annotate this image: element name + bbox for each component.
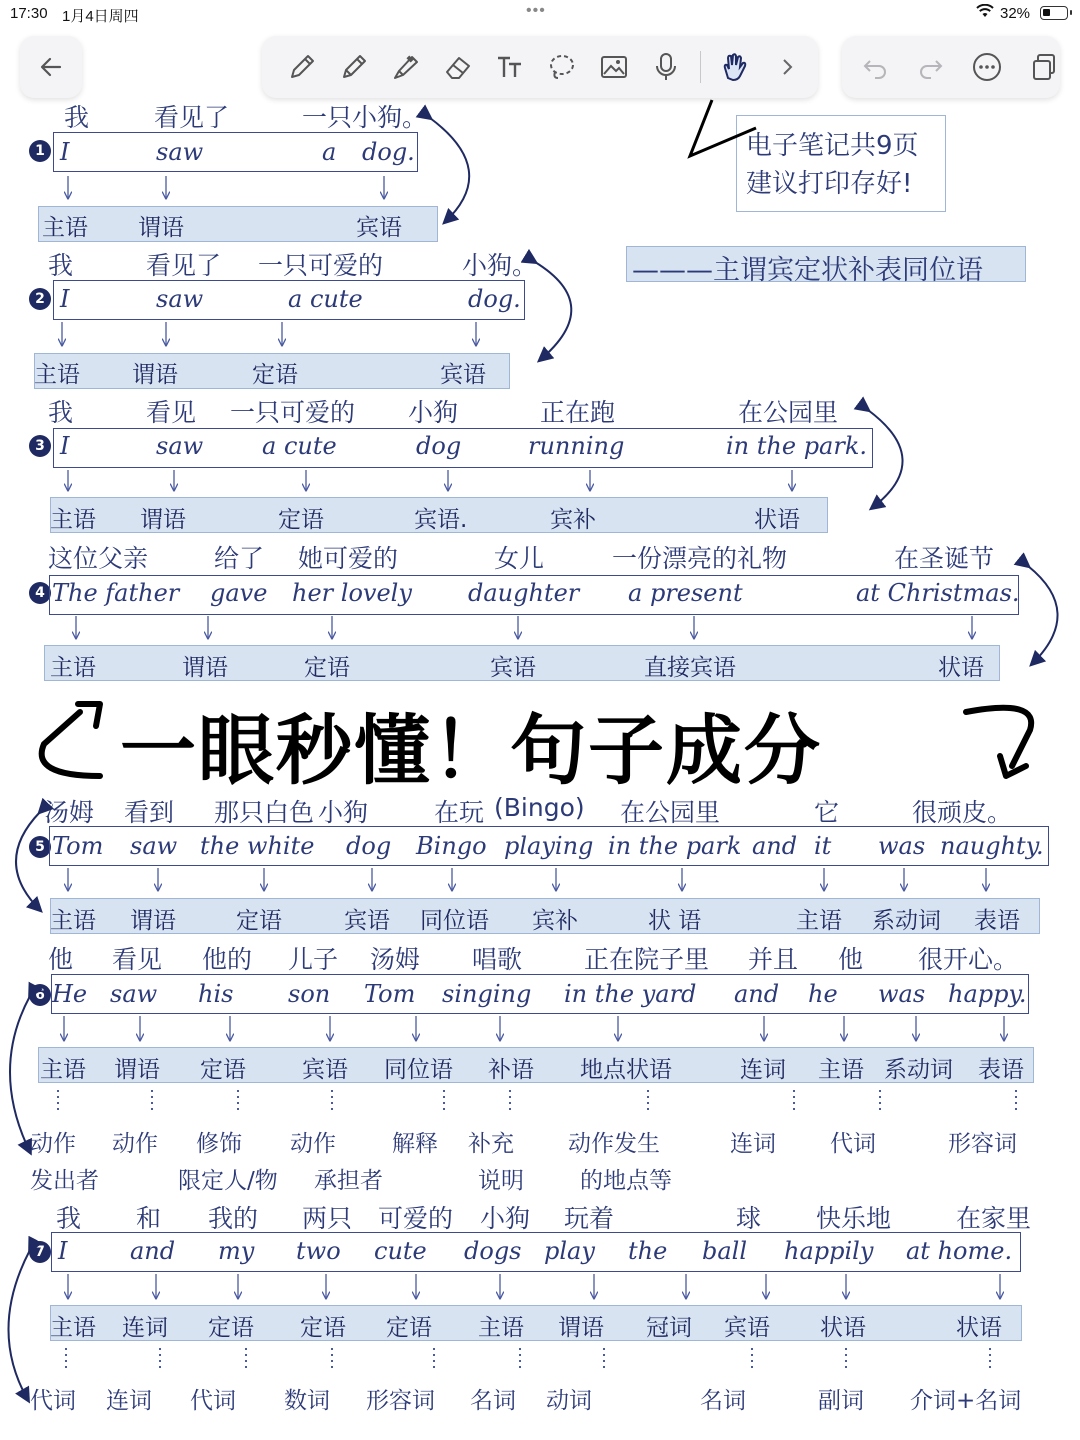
s7-cn-2: 和	[136, 1204, 162, 1233]
s2-en-4: dog.	[468, 285, 521, 313]
s3-gram-4: 宾语.	[414, 507, 468, 533]
s6-note2-1: 发出者	[30, 1168, 99, 1194]
s5-en-8: and	[752, 832, 798, 860]
s7-cn-6: 小狗	[480, 1204, 531, 1233]
s2-cn-1: 我	[48, 251, 74, 280]
s5-en-10: was	[878, 832, 926, 860]
s6-en-4: son	[288, 980, 331, 1008]
s3-gram-3: 定语	[278, 507, 324, 533]
s5-gram-4: 宾语	[344, 908, 390, 934]
status-date: 1月4日周四	[62, 8, 139, 25]
s2-gram-1: 主语	[34, 362, 80, 388]
s6-cn-5: 汤姆	[370, 945, 421, 974]
s3-cn-1: 我	[48, 398, 74, 427]
s7-gram-4: 定语	[300, 1315, 346, 1341]
s7-pos-7: 动词	[546, 1388, 592, 1414]
s4-number-badge: 4	[29, 582, 51, 604]
s7-pos-6: 名词	[470, 1388, 516, 1414]
s6-gram-1: 主语	[40, 1057, 86, 1083]
s4-gram-3: 定语	[304, 655, 350, 681]
s1-cn-3: 一只小狗。	[302, 103, 428, 132]
s6-gram-4: 宾语	[302, 1057, 348, 1083]
s6-note-6: 补充	[468, 1131, 514, 1157]
s7-cn-1: 我	[56, 1204, 82, 1233]
s7-pos-4: 数词	[284, 1388, 330, 1414]
s5-cn-9: 很顽皮。	[912, 798, 1013, 827]
s7-en-11: at home.	[906, 1237, 1013, 1265]
s6-cn-4: 儿子	[288, 945, 339, 974]
s6-en-11: happy.	[948, 980, 1027, 1008]
s6-gram-9: 主语	[818, 1057, 864, 1083]
s6-en-1: He	[52, 980, 88, 1008]
s5-cn-1: 汤姆	[44, 798, 95, 827]
s6-note2-2: 限定人/物	[178, 1168, 278, 1194]
s7-gram-10: 状语	[820, 1315, 866, 1341]
s7-en-9: ball	[702, 1237, 748, 1265]
s4-en-6: at Christmas.	[856, 579, 1020, 607]
s7-en-3: my	[218, 1237, 255, 1265]
s5-gram-8: 主语	[796, 908, 842, 934]
s7-pos-8: 名词	[700, 1388, 746, 1414]
s6-en-6: singing	[442, 980, 532, 1008]
s3-en-4: dog	[416, 432, 462, 460]
reminder-line-1: 电子笔记共9页	[746, 131, 919, 161]
s2-gram-4: 宾语	[440, 362, 486, 388]
s6-cn-6: 唱歌	[472, 945, 523, 974]
s7-gram-3: 定语	[208, 1315, 254, 1341]
s7-gram-6: 主语	[478, 1315, 524, 1341]
s6-note-2: 动作	[112, 1131, 158, 1157]
s5-gram-7: 状 语	[648, 908, 702, 934]
s6-gram-6: 补语	[488, 1057, 534, 1083]
s5-gram-10: 表语	[974, 908, 1020, 934]
s3-number-badge: 3	[29, 435, 51, 457]
s3-en-5: running	[528, 432, 625, 460]
s5-gram-9: 系动词	[872, 908, 941, 934]
s6-cn-3: 他的	[202, 945, 253, 974]
s4-cn-2: 给了	[214, 544, 265, 573]
s6-gram-11: 表语	[978, 1057, 1024, 1083]
s1-en-2: saw	[156, 138, 204, 166]
s6-note-7: 动作发生	[568, 1131, 660, 1157]
s3-cn-6: 在公园里	[738, 398, 839, 427]
legend-text: ———主谓宾定状补表同位语	[632, 255, 983, 286]
s6-number-badge: 6	[29, 984, 51, 1006]
s4-en-2: gave	[210, 579, 268, 607]
s4-cn-1: 这位父亲	[48, 544, 149, 573]
s7-gram-11: 状语	[956, 1315, 1002, 1341]
s5-gram-3: 定语	[236, 908, 282, 934]
s6-cn-8: 并且	[748, 945, 799, 974]
s6-gram-5: 同位语	[384, 1057, 453, 1083]
s3-en-1: I	[60, 432, 70, 460]
battery-percent: 32%	[1000, 5, 1031, 22]
s6-en-2: saw	[110, 980, 158, 1008]
s3-cn-2: 看见	[146, 398, 197, 427]
s7-cn-9: 快乐地	[816, 1204, 892, 1233]
s4-cn-3: 她可爱的	[298, 544, 399, 573]
s4-gram-1: 主语	[50, 655, 96, 681]
page-title: 一眼秒懂！句子成分	[120, 706, 822, 795]
s6-note-3: 修饰	[196, 1131, 242, 1157]
s5-cn-8: 它	[814, 798, 840, 827]
s5-en-7: in the park	[608, 832, 742, 860]
s6-cn-7: 正在院子里	[584, 945, 710, 974]
s3-gram-2: 谓语	[140, 507, 186, 533]
s6-note-9: 代词	[830, 1131, 876, 1157]
s7-en-2: and	[130, 1237, 176, 1265]
s2-cn-4: 小狗。	[462, 251, 538, 280]
s3-gram-6: 状语	[754, 507, 800, 533]
s6-en-9: he	[808, 980, 838, 1008]
s2-en-2: saw	[156, 285, 204, 313]
s3-en-3: a cute	[262, 432, 337, 460]
s4-gram-2: 谓语	[182, 655, 228, 681]
s7-en-4: two	[296, 1237, 341, 1265]
s4-gram-6: 状语	[938, 655, 984, 681]
s1-en-1: I	[60, 138, 70, 166]
s7-en-5: cute	[374, 1237, 427, 1265]
s3-cn-4: 小狗	[408, 398, 459, 427]
s6-gram-10: 系动词	[884, 1057, 953, 1083]
s6-gram-2: 谓语	[114, 1057, 160, 1083]
s1-en-4: dog.	[362, 138, 415, 166]
s6-note2-3: 承担者	[314, 1168, 383, 1194]
s6-note-8: 连词	[730, 1131, 776, 1157]
s4-gram-5: 直接宾语	[644, 655, 736, 681]
s4-en-3: her lovely	[292, 579, 412, 607]
s7-number-badge: 7	[29, 1241, 51, 1263]
s4-en-1: The father	[52, 579, 180, 607]
s1-gram-1: 主语	[42, 215, 88, 241]
s6-note-1: 动作	[30, 1131, 76, 1157]
s6-cn-1: 他	[48, 945, 74, 974]
s5-en-1: Tom	[52, 832, 104, 860]
s6-cn-2: 看见	[112, 945, 163, 974]
s5-cn-7: 在公园里	[620, 798, 721, 827]
s2-gram-2: 谓语	[132, 362, 178, 388]
s6-note-10: 形容词	[948, 1131, 1017, 1157]
s4-gram-4: 宾语	[490, 655, 536, 681]
s5-gram-5: 同位语	[420, 908, 489, 934]
s6-gram-8: 连词	[740, 1057, 786, 1083]
s4-cn-6: 在圣诞节	[894, 544, 995, 573]
s3-gram-5: 宾补	[550, 507, 596, 533]
s5-cn-4: 小狗	[318, 798, 369, 827]
s7-pos-10: 介词+名词	[910, 1388, 1022, 1414]
s7-pos-1: 代词	[30, 1388, 76, 1414]
s7-cn-4: 两只	[302, 1204, 353, 1233]
s1-cn-2: 看见了	[154, 103, 230, 132]
s5-cn-3: 那只白色	[214, 798, 315, 827]
multitasking-dots-icon[interactable]: •••	[526, 2, 546, 19]
s7-gram-8: 冠词	[646, 1315, 692, 1341]
s3-gram-1: 主语	[50, 507, 96, 533]
s5-en-5: Bingo	[416, 832, 487, 860]
s5-number-badge: 5	[29, 836, 51, 858]
s6-note-5: 解释	[392, 1131, 438, 1157]
s2-gram-3: 定语	[252, 362, 298, 388]
s3-cn-5: 正在跑	[540, 398, 616, 427]
s5-cn-6: (Bingo)	[494, 793, 585, 822]
s6-en-5: Tom	[364, 980, 416, 1008]
s7-gram-5: 定语	[386, 1315, 432, 1341]
s7-en-10: happily	[784, 1237, 874, 1265]
s2-cn-3: 一只可爱的	[258, 251, 384, 280]
s1-gram-3: 宾语	[356, 215, 402, 241]
s2-number-badge: 2	[29, 288, 51, 310]
s7-gram-7: 谓语	[558, 1315, 604, 1341]
s5-cn-2: 看到	[124, 798, 175, 827]
s3-cn-3: 一只可爱的	[230, 398, 356, 427]
s5-gram-2: 谓语	[130, 908, 176, 934]
s4-en-5: a present	[628, 579, 743, 607]
s6-note2-5: 的地点等	[580, 1168, 672, 1194]
s4-cn-5: 一份漂亮的礼物	[612, 544, 788, 573]
s5-gram-6: 宾补	[532, 908, 578, 934]
s5-en-3: the white	[200, 832, 315, 860]
s7-en-1: I	[58, 1237, 68, 1265]
s7-pos-9: 副词	[818, 1388, 864, 1414]
s5-en-4: dog	[346, 832, 392, 860]
s6-en-10: was	[878, 980, 926, 1008]
s6-en-3: his	[198, 980, 234, 1008]
s2-en-1: I	[60, 285, 70, 313]
s2-en-3: a cute	[288, 285, 363, 313]
s7-pos-2: 连词	[106, 1388, 152, 1414]
s2-cn-2: 看见了	[146, 251, 222, 280]
s7-en-7: play	[544, 1237, 595, 1265]
s4-cn-4: 女儿	[494, 544, 545, 573]
s7-en-8: the	[628, 1237, 668, 1265]
s7-cn-8: 球	[736, 1204, 762, 1233]
s6-en-8: and	[734, 980, 780, 1008]
s7-gram-2: 连词	[122, 1315, 168, 1341]
s5-en-6: playing	[504, 832, 594, 860]
s7-gram-1: 主语	[50, 1315, 96, 1341]
s3-en-2: saw	[156, 432, 204, 460]
s5-en-2: saw	[130, 832, 178, 860]
s6-gram-7: 地点状语	[580, 1057, 672, 1083]
s5-gram-1: 主语	[50, 908, 96, 934]
s7-pos-5: 形容词	[366, 1388, 435, 1414]
s3-en-6: in the park.	[726, 432, 868, 460]
s5-en-11: naughty.	[940, 832, 1044, 860]
status-time: 17:30	[10, 5, 48, 22]
s6-cn-9: 他	[838, 945, 864, 974]
s6-note2-4: 说明	[478, 1168, 524, 1194]
s7-cn-7: 玩着	[564, 1204, 615, 1233]
s5-en-9: it	[814, 832, 832, 860]
s1-en-3: a	[322, 138, 337, 166]
s7-cn-10: 在家里	[956, 1204, 1032, 1233]
s7-cn-3: 我的	[208, 1204, 259, 1233]
s1-number-badge: 1	[29, 140, 51, 162]
s6-cn-10: 很开心。	[918, 945, 1019, 974]
s7-pos-3: 代词	[190, 1388, 236, 1414]
s4-en-4: daughter	[468, 579, 580, 607]
s6-en-7: in the yard	[564, 980, 697, 1008]
s1-gram-2: 谓语	[138, 215, 184, 241]
s1-cn-1: 我	[64, 103, 90, 132]
s6-note-4: 动作	[290, 1131, 336, 1157]
reminder-line-2: 建议打印存好!	[746, 169, 913, 199]
s5-cn-5: 在玩	[434, 798, 485, 827]
s7-en-6: dogs	[464, 1237, 522, 1265]
s7-gram-9: 宾语	[724, 1315, 770, 1341]
s7-cn-5: 可爱的	[378, 1204, 454, 1233]
s6-gram-3: 定语	[200, 1057, 246, 1083]
